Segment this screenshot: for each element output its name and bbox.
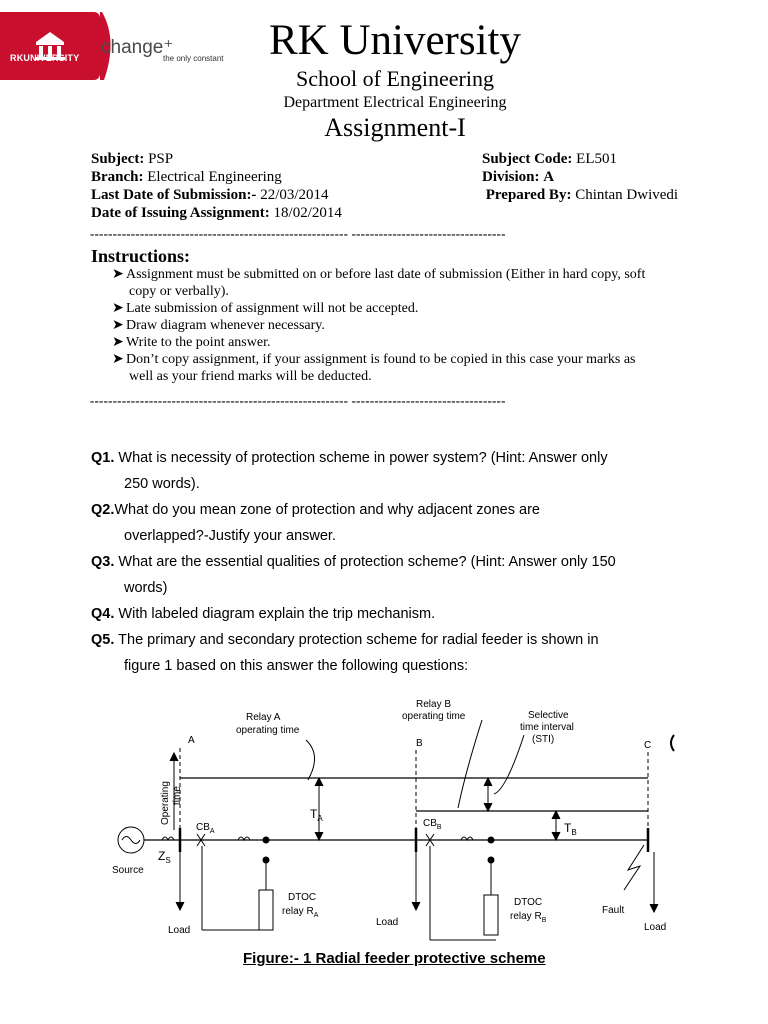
fault-icon <box>624 845 644 890</box>
radial-feeder-diagram <box>96 690 686 950</box>
fault-label: Fault <box>602 905 625 916</box>
arrow-icon: ➤ <box>112 301 124 316</box>
relay-a-label: Relay A <box>246 712 281 723</box>
dtoc-a-label: DTOC <box>288 892 317 903</box>
university-title: RK University <box>268 17 522 64</box>
load-b-label: Load <box>376 917 399 928</box>
zs-label: $Z_S$ <box>158 849 171 865</box>
bracket-icon <box>671 735 674 751</box>
subject-code-row: Subject Code: EL501 <box>482 151 617 167</box>
assignment-title: Assignment-I <box>324 113 466 142</box>
division-row: Division: A <box>482 169 555 185</box>
list-item-cont: copy or verbally). <box>129 284 229 299</box>
bus-b-label: B <box>416 738 423 749</box>
branch-row: Branch: Electrical Engineering <box>91 169 282 185</box>
question-list <box>91 445 691 679</box>
relay-b-label: Relay B <box>416 699 452 710</box>
list-item: ➤ Assignment must be submitted on or before last date of submission (Either in hard copy, soft <box>112 267 646 282</box>
relay-ra-label: relay $R_A$ <box>282 906 319 919</box>
bus-c-label: C <box>644 740 652 751</box>
operating-label: Operating <box>160 781 171 825</box>
question-5-cont: figure 1 based on this answer the following questions: <box>124 658 469 674</box>
last-date-row: Last Date of Submission:- 22/03/2014 <box>91 187 329 203</box>
question-2: Q2.What do you mean zone of protection and why adjacent zones are <box>91 502 540 518</box>
load-c-label: Load <box>644 922 667 933</box>
relay-b-time-label: operating time <box>402 711 466 722</box>
relay-rb-label: relay $R_B$ <box>510 911 547 924</box>
time-label: time <box>172 786 183 805</box>
meta-left <box>91 150 342 222</box>
issue-date-row: Date of Issuing Assignment: 18/02/2014 <box>91 205 342 221</box>
logo-text: RKUNIVERSITY <box>10 53 80 63</box>
arrow-icon: ➤ <box>112 352 124 367</box>
tb-label: $T_B$ <box>564 821 577 837</box>
instructions-list <box>112 266 697 385</box>
arrow-icon <box>176 902 184 910</box>
question-5: Q5. The primary and secondary protection scheme for radial feeder is shown in <box>91 632 599 648</box>
separator-top: --------------------------------------------------------- ---------------------------------- <box>90 226 506 241</box>
cbb-label: $CB_B$ <box>423 818 442 831</box>
question-3: Q3. What are the essential qualities of protection scheme? (Hint: Answer only 150 <box>91 554 616 570</box>
list-item: ➤ Draw diagram whenever necessary. <box>112 318 325 333</box>
leader-a <box>306 740 315 780</box>
load-a-label: Load <box>168 925 191 936</box>
arrow-icon: ➤ <box>112 267 124 282</box>
arrow-icon <box>650 904 658 912</box>
sine-icon <box>122 837 140 844</box>
sti-label-1: Selective <box>528 710 569 721</box>
question-4: Q4. With labeled diagram explain the trip mechanism. <box>91 606 436 622</box>
question-2-cont: overlapped?-Justify your answer. <box>124 528 336 544</box>
question-1: Q1. What is necessity of protection scheme in power system? (Hint: Answer only <box>91 450 608 466</box>
sti-label-3: (STI) <box>532 734 555 745</box>
change-tagline: change⁺ <box>101 37 174 58</box>
cba-label: $CB_A$ <box>196 822 215 835</box>
relay-ra-box <box>259 890 273 930</box>
subject-row: Subject: PSP <box>91 151 174 167</box>
relay-a-time-label: operating time <box>236 725 300 736</box>
figure-caption: Figure:- 1 Radial feeder protective scheme <box>243 950 546 967</box>
list-item-cont: well as your friend marks will be deducted. <box>129 369 372 384</box>
prepared-row: Prepared By: Chintan Dwivedi <box>485 187 679 203</box>
relay-rb-box <box>484 895 498 935</box>
bus-a-label: A <box>188 735 195 746</box>
change-subtagline: the only constant <box>163 54 224 63</box>
school-title: School of Engineering <box>296 66 494 91</box>
list-item: ➤ Late submission of assignment will not be accepted. <box>112 301 419 316</box>
arrow-icon: ➤ <box>112 318 124 333</box>
ta-label: $T_A$ <box>310 807 323 823</box>
question-1-cont: 250 words). <box>124 476 200 492</box>
instructions-heading: Instructions: <box>91 246 191 266</box>
department-title: Department Electrical Engineering <box>283 94 507 111</box>
leader-b <box>458 720 482 808</box>
arrow-icon <box>412 902 420 910</box>
arrow-icon: ➤ <box>112 335 124 350</box>
dtoc-b-label: DTOC <box>514 897 543 908</box>
source-label: Source <box>112 865 144 876</box>
question-3-cont: words) <box>124 580 168 596</box>
sti-label-2: time interval <box>520 722 574 733</box>
list-item: ➤ Write to the point answer. <box>112 335 271 350</box>
separator-bottom: --------------------------------------------------------- ---------------------------------- <box>90 393 506 408</box>
list-item: ➤ Don’t copy assignment, if your assignment is found to be copied in this case your marks as <box>112 352 636 367</box>
meta-right <box>482 150 678 204</box>
